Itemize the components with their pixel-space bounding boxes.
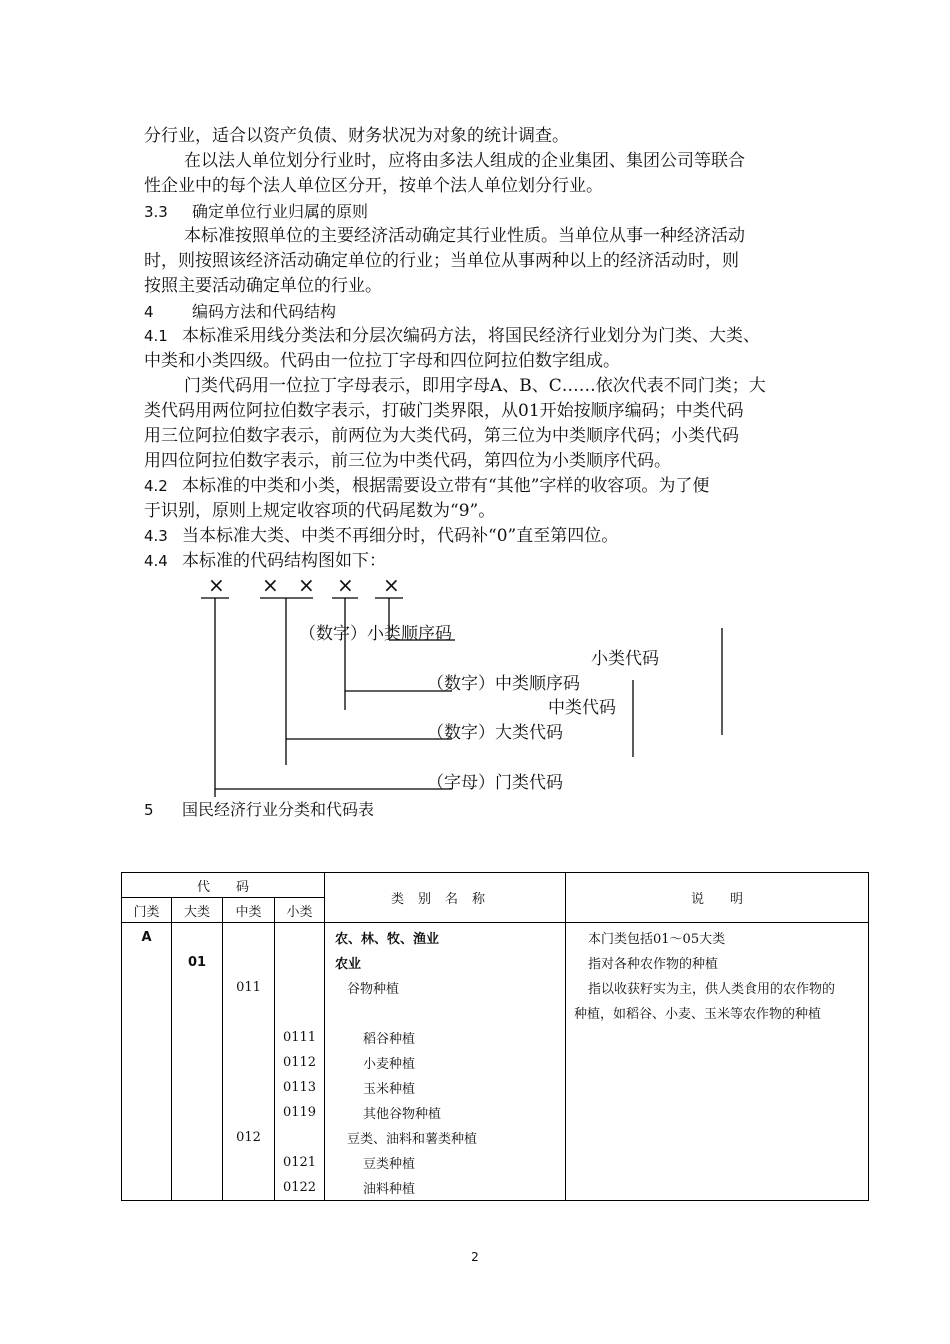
cell-name: 其他谷物种植 [325,1100,566,1125]
section-heading-3-3 [144,199,824,225]
cell-mid: 011 [223,975,275,1000]
cell-section [122,1000,172,1025]
code-mark-section: × [208,573,225,597]
cell-name: 谷物种植 [325,975,566,1000]
table-row [122,1150,869,1175]
cell-section [122,1075,172,1100]
cell-section [122,1050,172,1075]
paragraph-line: 按照主要活动确定单位的行业。 [144,276,382,296]
table-row [122,1000,869,1025]
cell-section [122,975,172,1000]
cell-mid [223,923,275,951]
label-mid-code: 中类代码 [548,698,616,718]
cell-name: 农业 [325,950,566,975]
cell-note: 本门类包括01～05大类 [566,923,869,951]
table-row [122,1050,869,1075]
label-small-sequence: （数字）小类顺序码 [299,624,452,644]
cell-section [122,1175,172,1201]
table-row [122,1100,869,1125]
paragraph-line [144,474,824,499]
cell-small: 0121 [275,1150,325,1175]
clause-text: 本标准的中类和小类，根据需要设立带有“其他”字样的收容项。为了便 [182,476,710,496]
clause-number: 4.2 [144,477,168,495]
cell-major [172,1150,223,1175]
cell-small: 0113 [275,1075,325,1100]
cell-name [325,1000,566,1025]
paragraph-line: 门类代码用一位拉丁字母表示，即用字母A、B、C……依次代表不同门类；大 [184,376,766,396]
section-title: 国民经济行业分类和代码表 [182,800,375,819]
cell-name: 玉米种植 [325,1075,566,1100]
cell-mid [223,1175,275,1201]
header-major: 大类 [172,898,223,923]
table-header-row [122,873,869,898]
code-mark-major-2: × [298,573,315,597]
paragraph-line: 用四位阿拉伯数字表示，前三位为中类代码，第四位为小类顺序代码。 [144,451,671,471]
cell-mid: 012 [223,1125,275,1150]
classification-table [121,872,869,1201]
table-row [122,1025,869,1050]
cell-section: A [122,923,172,951]
paragraph-line: 类代码用两位阿拉伯数字表示，打破门类界限，从01开始按顺序编码；中类代码 [144,401,744,421]
cell-major [172,1175,223,1201]
header-small: 小类 [275,898,325,923]
paragraph-line [144,324,824,349]
paragraph-line [144,524,824,549]
cell-name: 农、林、牧、渔业 [325,923,566,951]
section-title: 编码方法和代码结构 [192,302,337,321]
header-code: 代 码 [122,873,325,898]
clause-number: 4.4 [144,552,168,570]
cell-small [275,950,325,975]
clause-number: 4.3 [144,527,168,545]
cell-note: 指以收获籽实为主，供人类食用的农作物的 [566,975,869,1000]
code-mark-mid: × [337,573,354,597]
cell-mid [223,1050,275,1075]
clause-text: 本标准的代码结构图如下： [182,551,386,571]
cell-name: 豆类、油料和薯类种植 [325,1125,566,1150]
section-title: 确定单位行业归属的原则 [192,202,369,221]
page-number: 2 [471,1250,479,1264]
cell-name: 豆类种植 [325,1150,566,1175]
cell-small [275,1000,325,1025]
table-row [122,1075,869,1100]
cell-mid [223,1075,275,1100]
cell-note: 指对各种农作物的种植 [566,950,869,975]
cell-mid [223,950,275,975]
cell-major [172,975,223,1000]
cell-major [172,1025,223,1050]
section-number: 5 [144,801,154,819]
cell-section [122,950,172,975]
section-heading-5 [144,797,824,823]
cell-name: 稻谷种植 [325,1025,566,1050]
label-section-code: （字母）门类代码 [427,773,563,793]
header-section: 门类 [122,898,172,923]
cell-major [172,1125,223,1150]
cell-note [566,1075,869,1100]
cell-mid [223,1025,275,1050]
cell-note [566,1025,869,1050]
cell-section [122,1100,172,1125]
cell-major [172,1000,223,1025]
cell-major [172,923,223,951]
cell-small [275,975,325,1000]
cell-small [275,923,325,951]
paragraph-line [144,549,824,574]
code-mark-small: × [383,573,400,597]
cell-mid [223,1000,275,1025]
paragraph-line: 时，则按照该经济活动确定单位的行业；当单位从事两种以上的经济活动时，则 [144,251,739,271]
paragraph-line: 中类和小类四级。代码由一位拉丁字母和四位阿拉伯数字组成。 [144,351,620,371]
cell-small: 0119 [275,1100,325,1125]
cell-note [566,1050,869,1075]
cell-section [122,1125,172,1150]
cell-note: 种植，如稻谷、小麦、玉米等农作物的种植 [566,1000,869,1025]
cell-note [566,1175,869,1201]
label-small-code: 小类代码 [591,649,659,669]
code-mark-major-1: × [262,573,279,597]
cell-note [566,1125,869,1150]
table-row [122,1125,869,1150]
paragraph-line: 用三位阿拉伯数字表示，前两位为大类代码，第三位为中类顺序代码；小类代码 [144,426,739,446]
cell-small: 0122 [275,1175,325,1201]
cell-section [122,1150,172,1175]
cell-small: 0112 [275,1050,325,1075]
clause-text: 当本标准大类、中类不再细分时，代码补“0”直至第四位。 [182,526,619,546]
cell-small: 0111 [275,1025,325,1050]
cell-major [172,1075,223,1100]
paragraph-line: 本标准按照单位的主要经济活动确定其行业性质。当单位从事一种经济活动 [184,226,745,246]
cell-major [172,1050,223,1075]
clause-number: 4.1 [144,327,168,345]
clause-text: 本标准采用线分类法和分层次编码方法，将国民经济行业划分为门类、大类、 [182,326,760,346]
section-number: 3.3 [144,203,168,221]
paragraph-line: 在以法人单位划分行业时，应将由多法人组成的企业集团、集团公司等联合 [184,151,745,171]
cell-note [566,1150,869,1175]
paragraph-line: 分行业，适合以资产负债、财务状况为对象的统计调查。 [144,126,569,146]
cell-mid [223,1150,275,1175]
cell-name: 小麦种植 [325,1050,566,1075]
cell-mid [223,1100,275,1125]
table-row [122,923,869,951]
section-number: 4 [144,303,154,321]
table-row [122,1175,869,1201]
header-category-name: 类别名称 [325,873,566,923]
cell-note [566,1100,869,1125]
section-heading-4 [144,299,824,325]
header-mid: 中类 [223,898,275,923]
cell-name: 油料种植 [325,1175,566,1201]
table-row [122,950,869,975]
cell-major: 01 [172,950,223,975]
cell-section [122,1025,172,1050]
header-description: 说 明 [566,873,869,923]
label-major-code: （数字）大类代码 [427,723,563,743]
paragraph-line: 于识别，原则上规定收容项的代码尾数为“9”。 [144,501,496,521]
cell-major [172,1100,223,1125]
paragraph-line: 性企业中的每个法人单位区分开，按单个法人单位划分行业。 [144,176,603,196]
cell-small [275,1125,325,1150]
label-mid-sequence: （数字）中类顺序码 [427,674,580,694]
table-row [122,975,869,1000]
